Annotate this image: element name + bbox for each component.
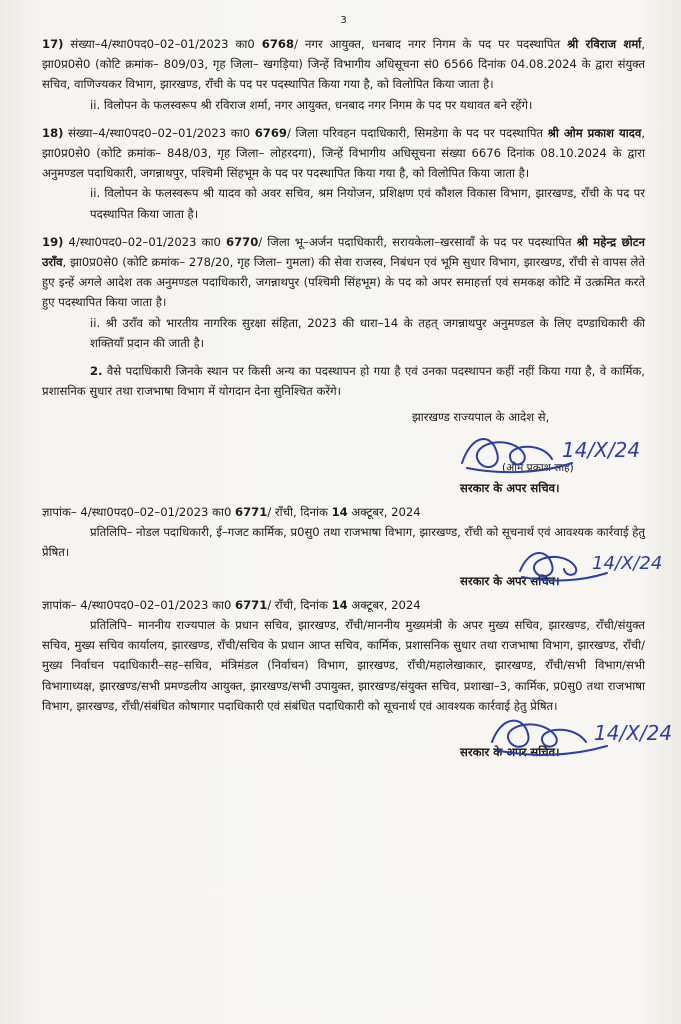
page-number: 3 [340, 15, 347, 26]
order-number: 6770 [226, 234, 259, 249]
officer-name: श्री ओम प्रकाश यादव [547, 125, 642, 140]
designation: सरकार के अपर सचिव। [460, 573, 560, 588]
order-number: 6769 [254, 125, 287, 140]
post-description: / जिला परिवहन पदाधिकारी, सिमडेगा के पद पर पदस्थापित [287, 125, 548, 140]
sub-clause: ii. विलोपन के फलस्वरूप श्री यादव को अवर सचिव, श्रम नियोजन, प्रशिक्षण एवं कौशल विकास विभाग, झारखण्ड, राँची के पद पर पदस्थापित किया जाता है। [90, 186, 645, 221]
signature-date: 14/X/24 [594, 721, 673, 746]
memo-ref-pre: ज्ञापांक– 4/स्था0पद0–02–01/2023 का0 [42, 597, 236, 612]
item-number: 17) [42, 37, 64, 51]
order-item-19 [42, 232, 645, 353]
memo-copy: प्रतिलिपि– माननीय राज्यपाल के प्रधान सचिव, झारखण्ड, राँची/माननीय मुख्यमंत्री के अपर मुख्य सचिव, झारखण्ड, राँची/संयुक्त सचिव, मुख्य सचिव कार्यालय, झारखण्ड, राँची/सचिव के प्रधान आप्त सचिव, कार्मिक, प्रशासनिक सुधार तथा राजभाषा विभाग, झारखण्ड, राँची/मुख्य निर्वाचन पदाधिकारी–सह–सचिव, मंत्रिमंडल (निर्वाचन) विभाग, झारखण्ड, राँची/महालेखाकार, झारखण्ड, राँची/सभी विभाग/सभी विभागाध्यक्ष, झारखण्ड/सभी प्रमण्डलीय आयुक्त, झारखण्ड/सभी उपायुक्त, झारखण्ड/संयुक्त सचिव, प्रशाखा–3, कार्मिक, प्र0सु0 तथा राजभाषा विभाग, झारखण्ड, राँची/संबंधित कोषागार पदाधिकारी एवं संबंधित पदाधिकारी को सूचनार्थ एवं आवश्यक कार्रवाई हेतु प्रेषित। [42, 618, 645, 713]
memo-ref-pre: ज्ञापांक– 4/स्था0पद0–02–01/2023 का0 [42, 505, 236, 520]
officer-name-line: (ओम प्रकाश साह) [502, 461, 574, 474]
order-text: , झा0प्र0से0 (कोटि क्रमांक– 809/03, गृह जिला– खगड़िया) जिन्हें विभागीय अधिसूचना सं0 6566 दिनांक 04.08.2024 के द्वारा संयुक्त सचिव, वाणिज्यकर विभाग, झारखण्ड, राँची के पद पर पदस्थापित किया गया है, को विलोपित किया जाता है। [42, 37, 645, 92]
signature-date: 14/X/24 [562, 438, 641, 463]
signature-date: 14/X/24 [592, 552, 663, 574]
officer-name: श्री महेन्द्र छोटन उराँव [42, 234, 645, 270]
memo-reference [42, 595, 645, 615]
order-text: , झा0प्र0से0 (कोटि क्रमांक– 848/03, गृह जिला– लोहरदगा), जिन्हें विभागीय अधिसूचना संख्या 6676 दिनांक 08.10.2024 के द्वारा अनुमण्डल पदाधिकारी, जगन्नाथपुर, पश्चिमी सिंहभूम के पद पर पदस्थापित किया गया है, को विलोपित किया जाता है। [42, 125, 645, 181]
order-paragraph [42, 232, 645, 313]
order-paragraph [42, 123, 645, 184]
memo-ref-post: अक्टूबर, 2024 [347, 597, 421, 612]
memo-number: 6771 [235, 597, 268, 612]
sub-clause: ii. विलोपन के फलस्वरूप श्री रविराज शर्मा, नगर आयुक्त, धनबाद नगर निगम के पद पर यथावत बने रहेंगे। [90, 97, 533, 112]
officer-name: श्री रविराज शर्मा [567, 37, 642, 51]
order-item-17 [42, 34, 645, 115]
memo-ref-mid: / राँची, दिनांक [267, 505, 332, 520]
order-number: 6768 [261, 37, 295, 51]
sub-clause: ii. श्री उराँव को भारतीय नागरिक सुरक्षा संहिता, 2023 की धारा–14 के तहत् जगन्नाथपुर अनुमण्डल के लिए दण्डाधिकारी की शक्तियाँ प्रदान की जाती है। [90, 315, 645, 350]
signature-block-main [42, 407, 645, 498]
memo-reference [42, 502, 645, 522]
order-item-18 [42, 123, 645, 224]
memo-number: 6771 [235, 505, 268, 520]
governor-order: झारखण्ड राज्यपाल के आदेश से, [412, 410, 550, 425]
reference: संख्या–4/स्था0पद0–02–01/2023 का0 [68, 125, 255, 140]
memo-2 [42, 595, 673, 762]
memo-day: 14 [331, 505, 348, 520]
designation: सरकार के अपर सचिव। [460, 745, 560, 760]
memo-ref-post: अक्टूबर, 2024 [347, 505, 421, 520]
post-description: / नगर आयुक्त, धनबाद नगर निगम के पद पर पदस्थापित [294, 37, 568, 51]
reference: 4/स्था0पद0–02–01/2023 का0 [68, 234, 227, 249]
memo-day: 14 [331, 597, 348, 612]
memo-1 [42, 502, 663, 591]
reference: संख्या–4/स्था0पद0–02–01/2023 का0 [70, 37, 262, 51]
item-number: 19) [42, 234, 64, 249]
paragraph-2 [42, 361, 645, 401]
signature-block-memo-1 [42, 552, 663, 591]
signature-block-memo-2 [42, 716, 673, 762]
paragraph-number: 2. [90, 364, 103, 379]
memo-copy: प्रतिलिपि– नोडल पदाधिकारी, ई–गजट कार्मिक, प्र0सु0 तथा राजभाषा विभाग, झारखण्ड, राँची को सूचनार्थ एवं आवश्यक कार्रवाई हेतु प्रेषित। [42, 525, 645, 560]
item-number: 18) [42, 125, 64, 140]
post-description: / जिला भू–अर्जन पदाधिकारी, सरायकेला–खरसावाँ के पद पर पदस्थापित [258, 234, 577, 249]
designation: सरकार के अपर सचिव। [460, 480, 560, 495]
memo-ref-mid: / राँची, दिनांक [267, 597, 332, 612]
paragraph-text: वैसे पदाधिकारी जिनके स्थान पर किसी अन्य का पदस्थापन हो गया है एवं उनका पदस्थापन कहीं नहीं किया गया है, वे कार्मिक, प्रशासनिक सुधार तथा राजभाषा विभाग में योगदान देना सुनिश्चित करेंगे। [42, 364, 645, 399]
order-text: , झा0प्र0से0 (कोटि क्रमांक– 278/20, गृह जिला– गुमला) की सेवा राजस्व, निबंधन एवं भूमि सुधार विभाग, झारखण्ड, राँची से वापस लेते हुए इन्हें अगले आदेश तक अनुमण्डल पदाधिकारी, जगन्नाथपुर (पश्चिमी सिंहभूम) के पद को अपर समाहर्त्ता एवं समकक्ष कोटि में उत्क्रमित करते हुए पदस्थापित किया जाता है। [42, 255, 645, 310]
order-paragraph [42, 34, 645, 95]
